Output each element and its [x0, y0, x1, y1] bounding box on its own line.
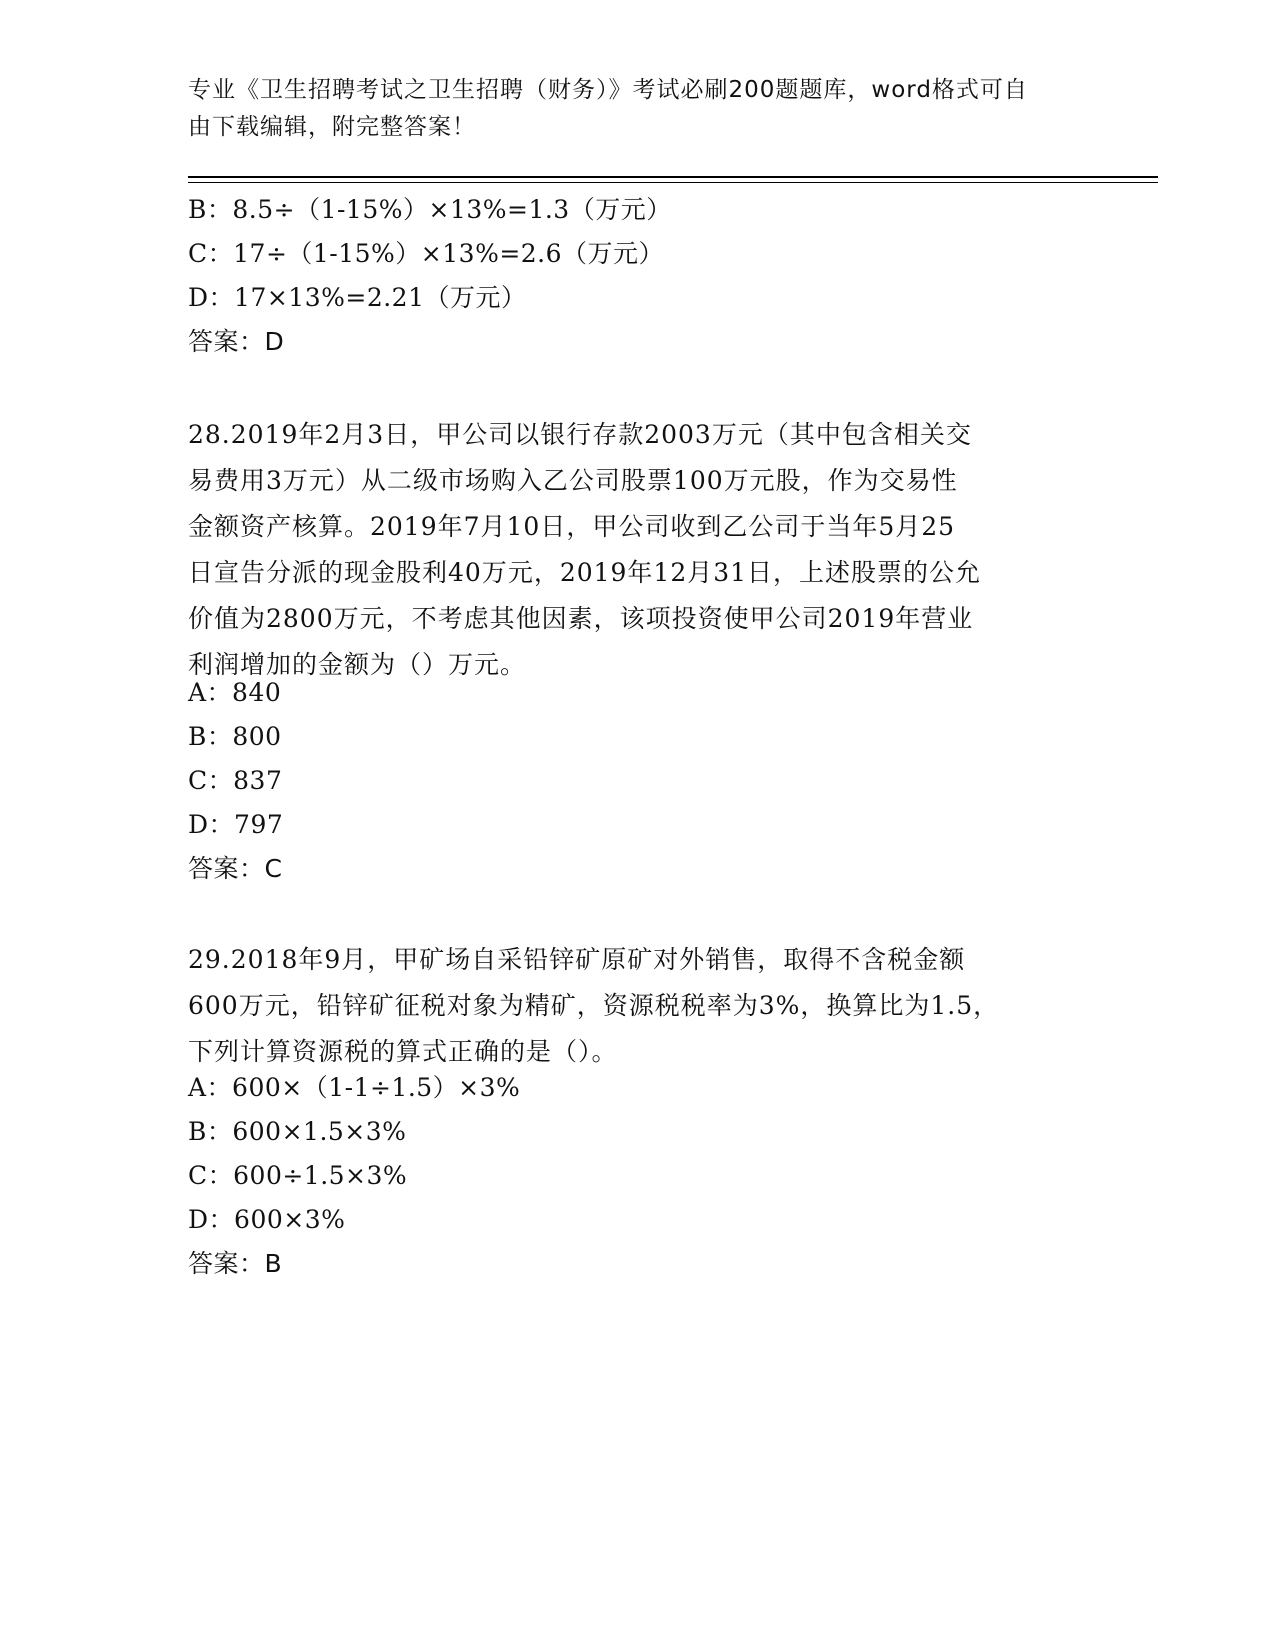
- document-header: [188, 72, 1068, 146]
- q27-answer: 答案：D: [188, 327, 285, 356]
- q28-option-c: C：837: [188, 766, 283, 795]
- q29-stem-line: 29.2018年9月，甲矿场自采铅锌矿原矿对外销售，取得不含税金额: [188, 945, 966, 974]
- q29-option-c: C：600÷1.5×3%: [188, 1161, 408, 1190]
- q29-stem-line: 下列计算资源税的算式正确的是（）。: [188, 1037, 618, 1066]
- q28-option-d: D：797: [188, 810, 284, 839]
- q28-stem-line: 利润增加的金额为（）万元。: [188, 650, 527, 679]
- header-line-1: 专业《卫生招聘考试之卫生招聘（财务）》考试必刷200题题库，word格式可自: [188, 77, 1028, 103]
- q29-stem-line: 600万元，铅锌矿征税对象为精矿，资源税税率为3%，换算比为1.5，: [188, 991, 1000, 1020]
- header-line-2: 由下载编辑，附完整答案！: [188, 114, 476, 140]
- header-divider-thin: [188, 182, 1158, 183]
- q27-option-d: D：17×13%=2.21（万元）: [188, 283, 527, 312]
- q27-option-c: C：17÷（1-15%）×13%=2.6（万元）: [188, 239, 665, 268]
- q29-option-d: D：600×3%: [188, 1205, 346, 1234]
- q28-stem-line: 28.2019年2月3日，甲公司以银行存款2003万元（其中包含相关交: [188, 420, 972, 449]
- q28-stem-line: 价值为2800万元，不考虑其他因素，该项投资使甲公司2019年营业: [188, 604, 974, 633]
- q28-option-b: B：800: [188, 722, 282, 751]
- q29-answer: 答案：B: [188, 1249, 283, 1278]
- q28-option-a: A：840: [188, 678, 282, 707]
- q29-stem: [188, 937, 1088, 1075]
- q29-option-a: A：600×（1-1÷1.5）×3%: [188, 1073, 521, 1102]
- q28-stem-line: 日宣告分派的现金股利40万元，2019年12月31日，上述股票的公允: [188, 558, 982, 587]
- q28-stem-line: 易费用3万元）从二级市场购入乙公司股票100万元股，作为交易性: [188, 466, 958, 495]
- q27-option-b: B：8.5÷（1-15%）×13%=1.3（万元）: [188, 195, 672, 224]
- header-divider-thick: [188, 176, 1158, 178]
- q28-stem-line: 金额资产核算。2019年7月10日，甲公司收到乙公司于当年5月25: [188, 512, 956, 541]
- q29-option-b: B：600×1.5×3%: [188, 1117, 407, 1146]
- q28-stem: [188, 412, 1088, 688]
- q28-answer: 答案：C: [188, 854, 283, 883]
